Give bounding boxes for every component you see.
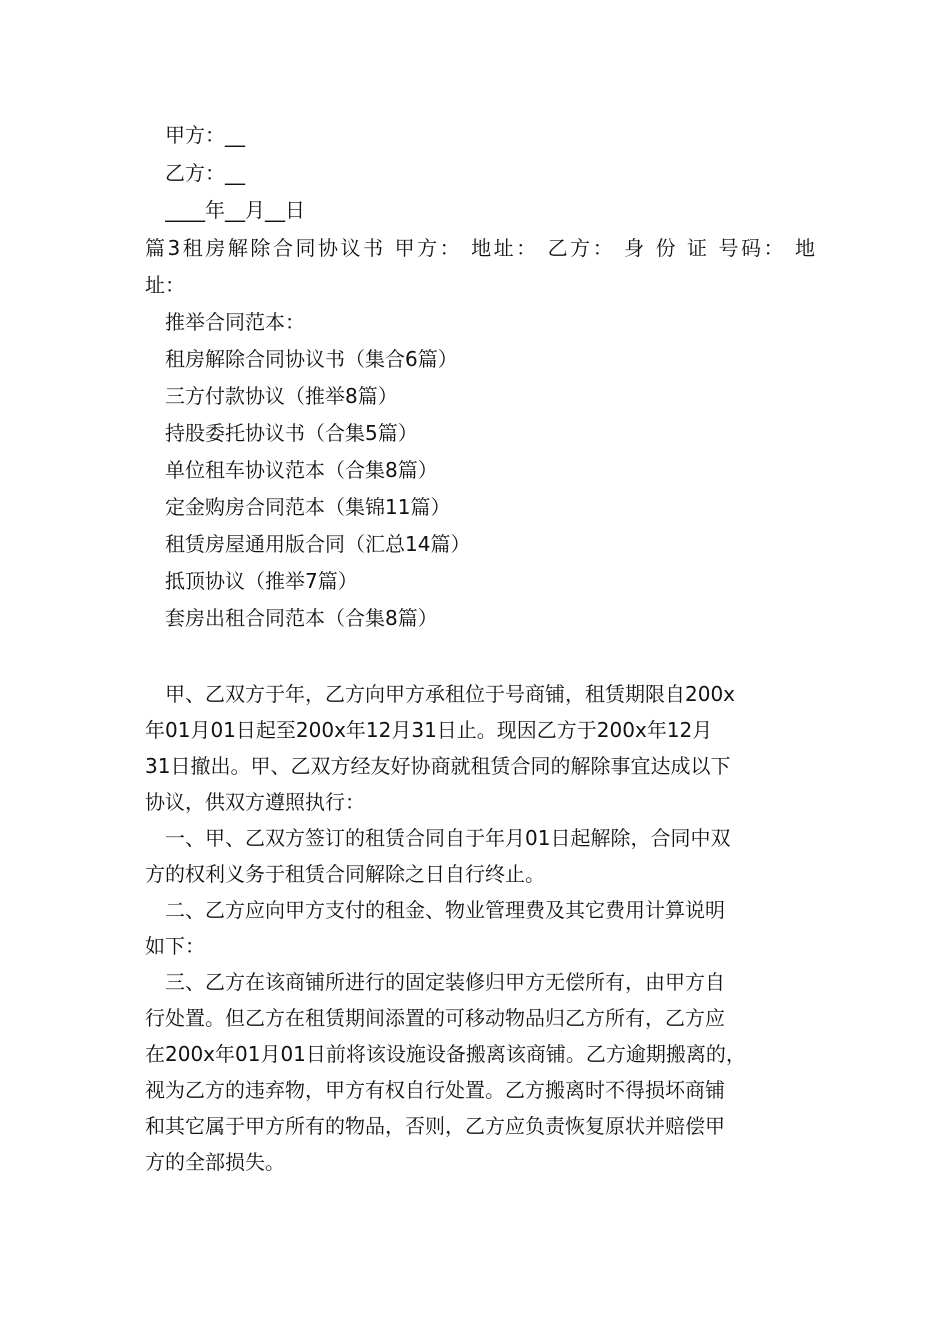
recommended-templates-title: 推举合同范本： [165,310,305,334]
body-paragraph-line: 协议，供双方遵照执行： [145,790,365,814]
party-a-line: 甲方：__ [165,123,245,147]
clause-three-line: 三、乙方在该商铺所进行的固定装修归甲方无偿所有，由甲方自 [165,970,725,994]
template-list-item: 租房解除合同协议书（集合6篇） [165,347,458,371]
template-list-item: 三方付款协议（推举8篇） [165,384,398,408]
template-list-item: 租赁房屋通用版合同（汇总14篇） [165,532,471,556]
body-paragraph-line: 年01月01日起至200x年12月31日止。现因乙方于200x年12月 [145,718,713,742]
clause-one-line: 方的权利义务于租赁合同解除之日自行终止。 [145,862,545,886]
date-line: ____年__月__日 [165,198,305,222]
clause-three-line: 在200x年01月01日前将该设施设备搬离该商铺。乙方逾期搬离的， [145,1042,746,1066]
section-heading-continuation: 址： [145,273,185,297]
clause-two-line: 二、乙方应向甲方支付的租金、物业管理费及其它费用计算说明 [165,898,725,922]
clause-three-line: 和其它属于甲方所有的物品，否则，乙方应负责恢复原状并赔偿甲 [145,1114,725,1138]
clause-three-line: 视为乙方的违弃物，甲方有权自行处置。乙方搬离时不得损坏商铺 [145,1078,725,1102]
clause-two-line: 如下： [145,934,205,958]
template-list-item: 套房出租合同范本（合集8篇） [165,606,438,630]
clause-one-line: 一、甲、乙双方签订的租赁合同自于年月01日起解除，合同中双 [165,826,731,850]
party-b-line: 乙方：__ [165,161,245,185]
clause-three-line: 方的全部损失。 [145,1150,285,1174]
template-list-item: 定金购房合同范本（集锦11篇） [165,495,451,519]
template-list-item: 抵顶协议（推举7篇） [165,569,358,593]
clause-three-line: 行处置。但乙方在租赁期间添置的可移动物品归乙方所有，乙方应 [145,1006,725,1030]
section-heading-line: 篇3租房解除合同协议书 甲方： 地址： 乙方： 身 份 证 号码： 地 [145,236,815,260]
template-list-item: 持股委托协议书（合集5篇） [165,421,418,445]
body-paragraph-line: 31日撤出。甲、乙双方经友好协商就租赁合同的解除事宜达成以下 [145,754,731,778]
template-list-item: 单位租车协议范本（合集8篇） [165,458,438,482]
body-paragraph-line: 甲、乙双方于年，乙方向甲方承租位于号商铺，租赁期限自200x [165,682,736,706]
